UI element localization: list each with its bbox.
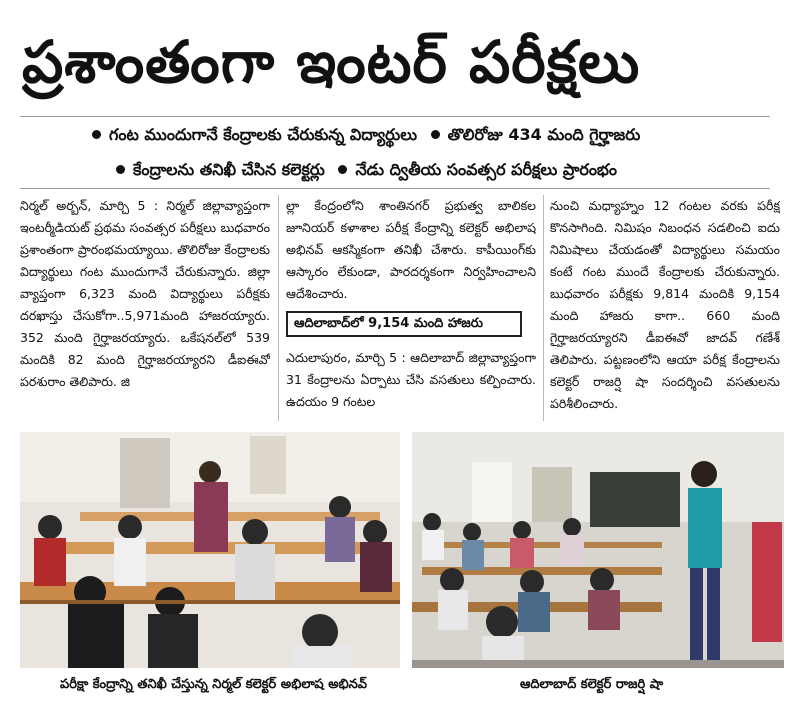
article-column-1 [20,195,270,425]
column-divider [278,195,279,421]
column-divider [543,195,544,421]
article-text: ల్లా కేంద్రంలోని శాంతినగర్ ప్రభుత్వ బాలికల జూనియర్ కళాశాల పరీక్ష కేంద్రాన్ని కలెక్టర్ అభిలాష అభినవ్ ఆకస్మికంగా తనిఖీ చేశారు. కాపీయింగ్‌కు ఆస్కారం లేకుండా, పారదర్శకంగా నిర్వహించాలని ఆదేశించారు. [286,198,536,301]
photo-caption-2: ఆదిలాబాద్ కలెక్టర్ రాజర్షి షా [520,677,664,692]
bullet-icon [431,130,440,139]
bullet-icon [338,165,347,174]
article-text: ఎదులాపురం, మార్చి 5 : ఆదిలాబాద్ జిల్లావ్యాప్తంగా 31 కేంద్రాలను ఏర్పాటు చేసి వసతులు కల్పించారు. ఉదయం 9 గంటల [286,350,536,409]
highlight-item: తొలిరోజు 434 మంది గైర్హాజరు [447,125,641,144]
highlight-line-2 [108,155,728,185]
bullet-icon [116,165,125,174]
highlight-item: నేడు ద్వితీయ సంవత్సర పరీక్షలు ప్రారంభం [355,160,618,179]
highlight-item: కేంద్రాలను తనిఖీ చేసిన కలెక్టర్లు [133,160,325,179]
photo-caption-1: పరీక్షా కేంద్రాన్ని తనిఖీ చేస్తున్న నిర్మల్ కలెక్టర్ అభిలాష అభినవ్ [60,677,368,692]
exam-hall-illustration [20,432,400,668]
section-subhead: ఆదిలాబాద్‌లో 9,154 మంది హాజరు [286,311,522,337]
headline: ప్రశాంతంగా ఇంటర్ పరీక్షలు [22,28,641,96]
exam-hall-photo-adilabad [412,432,784,668]
inspection-illustration [412,432,784,668]
bullet-icon [92,130,101,139]
article-text: నుంచి మధ్యాహ్నం 12 గంటల వరకు పరీక్ష కొనసాగింది. నిమిషం నిబంధన సడలించి ఐదు నిమిషాలు చేయడంతో విద్యార్థులు సమయం కంటే గంట ముందే కేంద్రాలకు చేరుకున్నారు. బుధవారం పరీక్షకు 9,814 మందికి 9,154 మంది హాజరు కాగా.. 660 మంది గైర్హాజరయ్యారని డీఐఈవో జాదవ్ గణేశ్ తెలిపారు. పట్టణంలోని ఆయా పరీక్ష కేంద్రాలను కలెక్టర్ రాజర్షి షా సందర్శించి వసతులను పరిశీలించారు. [550,198,780,411]
highlight-line-1 [84,120,754,150]
highlight-item: గంట ముందుగానే కేంద్రాలకు చేరుకున్న విద్యార్థులు [109,125,418,144]
article-column-3 [550,195,780,425]
exam-hall-photo-nirmal [20,432,400,668]
article-column-2 [286,195,536,425]
article-text: నిర్మల్ అర్బన్, మార్చి 5 : నిర్మల్ జిల్లావ్యాప్తంగా ఇంటర్మీడియట్ ప్రథమ సంవత్సర పరీక్షలు బుధవారం ప్రశాంతంగా ప్రారంభమయ్యాయి. తొలిరోజు కేంద్రాలకు విద్యార్థులు గంట ముందుగానే చేరుకున్నారు. జిల్లా వ్యాప్తంగా 6,323 మంది విద్యార్థులు పరీక్షకు దరఖాస్తు చేసుకోగా..5,971మంది హాజరయ్యారు. 352 మంది గైర్హాజరయ్యారు. ఒకేషనల్‌లో 539 మందికి 82 మంది గైర్హాజరయ్యారని డీఐఈవో పరశురాం తెలిపారు. జి [20,198,270,389]
divider [20,116,770,117]
divider [20,188,770,189]
